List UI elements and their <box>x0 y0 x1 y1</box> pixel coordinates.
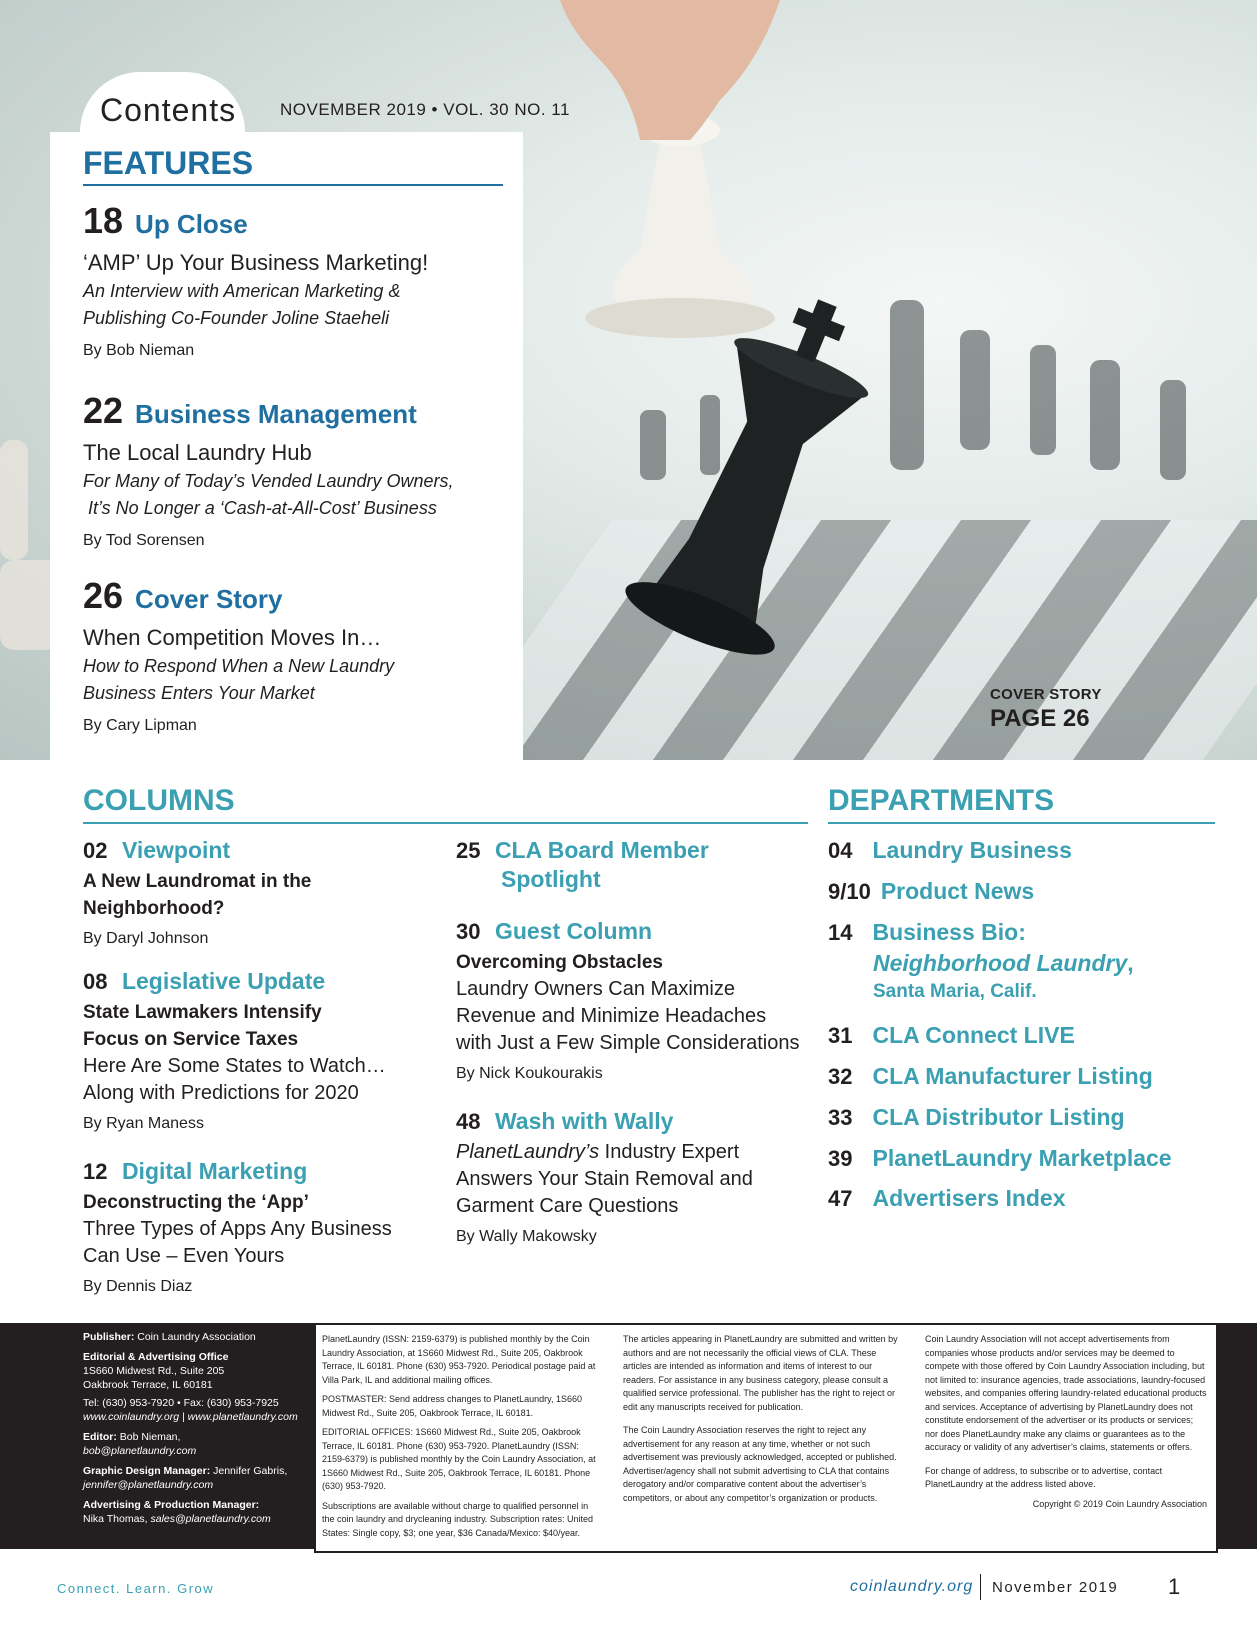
column-section: Viewpoint <box>121 837 231 863</box>
features-rule <box>83 184 503 186</box>
column-page-number: 25 <box>456 838 481 863</box>
department-label-line3: Santa Maria, Calif. <box>873 981 1037 1002</box>
column-byline: By Ryan Maness <box>83 1115 204 1132</box>
column-title-line1: State Lawmakers Intensify <box>83 1002 322 1023</box>
column-desc-line2: Can Use – Even Yours <box>83 1245 285 1267</box>
column-page-number: 02 <box>83 838 108 863</box>
departments-rule <box>828 822 1215 824</box>
feature-section: Business Management <box>135 399 417 429</box>
office-web[interactable]: www.coinlaundry.org | www.planetlaundry.com <box>83 1411 298 1423</box>
office-address-2: Oakbrook Terrace, IL 60181 <box>83 1379 213 1391</box>
department-label-line2: Neighborhood Laundry <box>873 950 1128 976</box>
column-section: Legislative Update <box>121 968 326 994</box>
department-label: CLA Manufacturer Listing <box>872 1063 1153 1089</box>
contents-title: Contents <box>100 92 237 128</box>
department-item[interactable] <box>828 1185 1066 1212</box>
feature-item[interactable] <box>83 390 454 550</box>
column-section: Digital Marketing <box>121 1158 308 1184</box>
page-number: 1 <box>1168 1574 1181 1599</box>
feature-subtitle-line1: For Many of Today’s Vended Laundry Owners, <box>83 471 454 491</box>
column-title-line1: Deconstructing the ‘App’ <box>83 1192 309 1213</box>
tagline: Connect. Learn. Grow <box>57 1581 215 1596</box>
column-guest[interactable] <box>456 918 816 1083</box>
feature-subtitle-line1: An Interview with American Marketing & <box>83 281 401 301</box>
department-item[interactable] <box>828 919 1134 1003</box>
ads-label: Advertising & Production Manager: <box>83 1499 260 1511</box>
column-section: Wash with Wally <box>494 1108 674 1134</box>
department-label: Business Bio: <box>872 919 1026 945</box>
column-page-number: 48 <box>456 1109 481 1134</box>
column-viewpoint[interactable] <box>83 837 443 948</box>
column-title-line2: Neighborhood? <box>83 898 225 919</box>
feature-section: Cover Story <box>135 584 283 614</box>
department-page-number: 39 <box>828 1146 853 1171</box>
departments-heading: DEPARTMENTS <box>828 784 1055 817</box>
columns-rule <box>83 822 808 824</box>
column-desc-line1: Industry Expert <box>599 1141 740 1163</box>
fineprint-paragraph: Coin Laundry Association will not accept advertisements from companies whose products and/or services may be deemed to compete with those offered by Coin Laundry Association including, but not limited to: insurance agencies, trade associations, laundry-focused websites, and companies offering laundry-related educational products and services. Acceptance of advertising by PlanetLaundry does not constitute endorsement of the advertiser or its products or services; nor does PlanetLaundry make any claims or guarantees as to the accuracy or validity of any advertiser’s claims, statements or offers. <box>925 1334 1207 1452</box>
department-item[interactable] <box>828 1022 1075 1049</box>
column-board[interactable] <box>456 837 816 893</box>
department-page-number: 04 <box>828 838 853 863</box>
fineprint-paragraph: The Coin Laundry Association reserves the right to reject any advertisement for any reason at any time, whether or not such advertisement was previously acknowledged, accepted or published. Advertiser/agency shall not submit advertising to CLA that contains derogatory and/or comparative content about the advertiser’s competitors, or about any competitor’s organization or products. <box>623 1425 897 1503</box>
columns-heading: COLUMNS <box>83 784 235 817</box>
department-label: PlanetLaundry Marketplace <box>872 1145 1172 1171</box>
feature-page-number: 26 <box>83 575 124 616</box>
editor-email[interactable]: bob@planetlaundry.com <box>83 1445 197 1457</box>
publisher-label: Publisher: <box>83 1331 135 1343</box>
masthead <box>83 1330 308 1526</box>
design-name: Jennifer Gabris, <box>210 1465 288 1477</box>
ads-name: Nika Thomas, <box>83 1513 151 1525</box>
column-byline: By Dennis Diaz <box>83 1278 193 1295</box>
column-digital[interactable] <box>83 1158 443 1296</box>
department-page-number: 32 <box>828 1064 853 1089</box>
footer-url[interactable]: coinlaundry.org <box>850 1578 974 1595</box>
column-desc-line2: Revenue and Minimize Headaches <box>456 1005 767 1027</box>
department-label: Product News <box>880 878 1035 904</box>
department-page-number: 47 <box>828 1186 853 1211</box>
office-label: Editorial & Advertising Office <box>83 1351 229 1363</box>
column-title-line1: Overcoming Obstacles <box>456 952 663 973</box>
department-label: Laundry Business <box>872 837 1072 863</box>
feature-subtitle-line2: Business Enters Your Market <box>83 683 315 703</box>
column-byline: By Wally Makowsky <box>456 1228 597 1245</box>
department-page-number: 9/10 <box>828 879 871 904</box>
fineprint-col-2 <box>623 1333 903 1511</box>
fineprint-paragraph: POSTMASTER: Send address changes to PlanetLaundry, 1S660 Midwest Rd., Suite 205, Oakbrook Terrace, IL 60181. <box>322 1394 582 1418</box>
features-heading: FEATURES <box>83 145 254 181</box>
department-item[interactable] <box>828 1063 1153 1090</box>
department-label-suffix: , <box>1127 950 1134 976</box>
ads-email[interactable]: sales@planetlaundry.com <box>150 1513 271 1525</box>
column-page-number: 08 <box>83 969 108 994</box>
column-section: CLA Board Member <box>494 837 709 863</box>
column-byline: By Daryl Johnson <box>83 930 209 947</box>
issue-date: NOVEMBER 2019 • VOL. 30 NO. 11 <box>280 100 570 119</box>
feature-item[interactable] <box>83 575 394 735</box>
cover-story-label: COVER STORY <box>990 686 1102 703</box>
column-desc-line3: Garment Care Questions <box>456 1195 679 1217</box>
fineprint-paragraph: The articles appearing in PlanetLaundry are submitted and written by authors and are not necessarily the official views of CLA. These articles are intended as information and items of interest to our readers. For assistance in any business category, please consult a qualified service professional. The publisher has the right to reject or edit any manuscripts received for publication. <box>623 1334 898 1412</box>
department-label: CLA Distributor Listing <box>872 1104 1125 1130</box>
column-byline: By Nick Koukourakis <box>456 1065 603 1082</box>
column-section: Guest Column <box>494 918 653 944</box>
design-label: Graphic Design Manager: <box>83 1465 211 1477</box>
fineprint-col-1 <box>322 1333 602 1546</box>
department-item[interactable] <box>828 1145 1172 1172</box>
copyright: Copyright © 2019 Coin Laundry Association <box>1032 1498 1207 1509</box>
design-email[interactable]: jennifer@planetlaundry.com <box>83 1479 214 1491</box>
footer-date: November 2019 <box>992 1579 1119 1596</box>
column-page-number: 30 <box>456 919 481 944</box>
department-page-number: 33 <box>828 1105 853 1130</box>
column-page-number: 12 <box>83 1159 108 1184</box>
feature-section: Up Close <box>135 209 248 239</box>
column-desc-line1: Laundry Owners Can Maximize <box>456 978 735 1000</box>
footer-divider <box>980 1574 981 1600</box>
editor-label: Editor: <box>83 1431 117 1443</box>
department-label: CLA Connect LIVE <box>872 1022 1075 1048</box>
feature-title: ‘AMP’ Up Your Business Marketing! <box>83 250 429 275</box>
feature-byline: By Bob Nieman <box>83 342 195 359</box>
fineprint-col-3 <box>925 1333 1207 1517</box>
fineprint-paragraph: EDITORIAL OFFICES: 1S660 Midwest Rd., Suite 205, Oakbrook Terrace, IL 60181. Phone (630) 953-7920. PlanetLaundry (ISSN: 2159-6379) is published monthly by the Coin Laundry Association, at 1S660 Midwest Rd., Suite 205, Oakbrook Terrace, IL 60181. Phone (630) 953-7920. <box>322 1427 596 1491</box>
publisher-value: Coin Laundry Association <box>134 1331 256 1343</box>
office-address-1: 1S660 Midwest Rd., Suite 205 <box>83 1365 225 1377</box>
department-item[interactable] <box>828 878 1034 905</box>
feature-subtitle-line1: How to Respond When a New Laundry <box>83 656 395 676</box>
feature-page-number: 22 <box>83 390 124 431</box>
column-desc-line1: Here Are Some States to Watch… <box>83 1055 386 1077</box>
column-section-line2: Spotlight <box>501 866 601 892</box>
column-title-line2: Focus on Service Taxes <box>83 1029 299 1050</box>
department-label: Advertisers Index <box>872 1185 1066 1211</box>
feature-byline: By Tod Sorensen <box>83 532 205 549</box>
feature-item[interactable] <box>83 200 428 360</box>
feature-subtitle-line2: It’s No Longer a ‘Cash-at-All-Cost’ Business <box>83 498 437 518</box>
feature-title: The Local Laundry Hub <box>83 440 312 465</box>
department-item[interactable] <box>828 837 1072 864</box>
cover-story-page[interactable]: PAGE 26 <box>990 705 1090 732</box>
department-page-number: 31 <box>828 1023 853 1048</box>
column-desc-line2: Answers Your Stain Removal and <box>456 1168 753 1190</box>
editor-name: Bob Nieman, <box>116 1431 181 1443</box>
feature-page-number: 18 <box>83 200 124 241</box>
department-page-number: 14 <box>828 920 853 945</box>
fineprint-paragraph: For change of address, to subscribe or to advertise, contact PlanetLaundry at the address listed above. <box>925 1465 1163 1489</box>
fineprint-paragraph: Subscriptions are available without charge to qualified personnel in the coin laundry and drycleaning industry. Subscription rates: United States: Single copy, $3; one year, $36 Canada/Mexico: $40/year. <box>322 1500 593 1538</box>
feature-title: When Competition Moves In… <box>83 625 382 650</box>
feature-byline: By Cary Lipman <box>83 717 197 734</box>
fineprint-paragraph: PlanetLaundry (ISSN: 2159-6379) is published monthly by the Coin Laundry Association, at 1S660 Midwest Rd., Suite 205, Oakbrook Terrace, IL 60181. Phone (630) 953-7920. Periodical postage paid at Villa Park, IL and additional mailing offices. <box>322 1334 596 1385</box>
column-legislative[interactable] <box>83 968 443 1133</box>
column-desc-line2: Along with Predictions for 2020 <box>83 1082 359 1104</box>
column-wally[interactable] <box>456 1108 816 1246</box>
office-phone: Tel: (630) 953-7920 • Fax: (630) 953-7925 <box>83 1397 279 1409</box>
column-desc-italic: PlanetLaundry’s <box>456 1141 600 1163</box>
column-title-line1: A New Laundromat in the <box>83 871 312 892</box>
column-desc-line3: with Just a Few Simple Considerations <box>456 1032 800 1054</box>
department-item[interactable] <box>828 1104 1125 1131</box>
feature-subtitle-line2: Publishing Co-Founder Joline Staeheli <box>83 308 390 328</box>
column-desc-line1: Three Types of Apps Any Business <box>83 1218 392 1240</box>
